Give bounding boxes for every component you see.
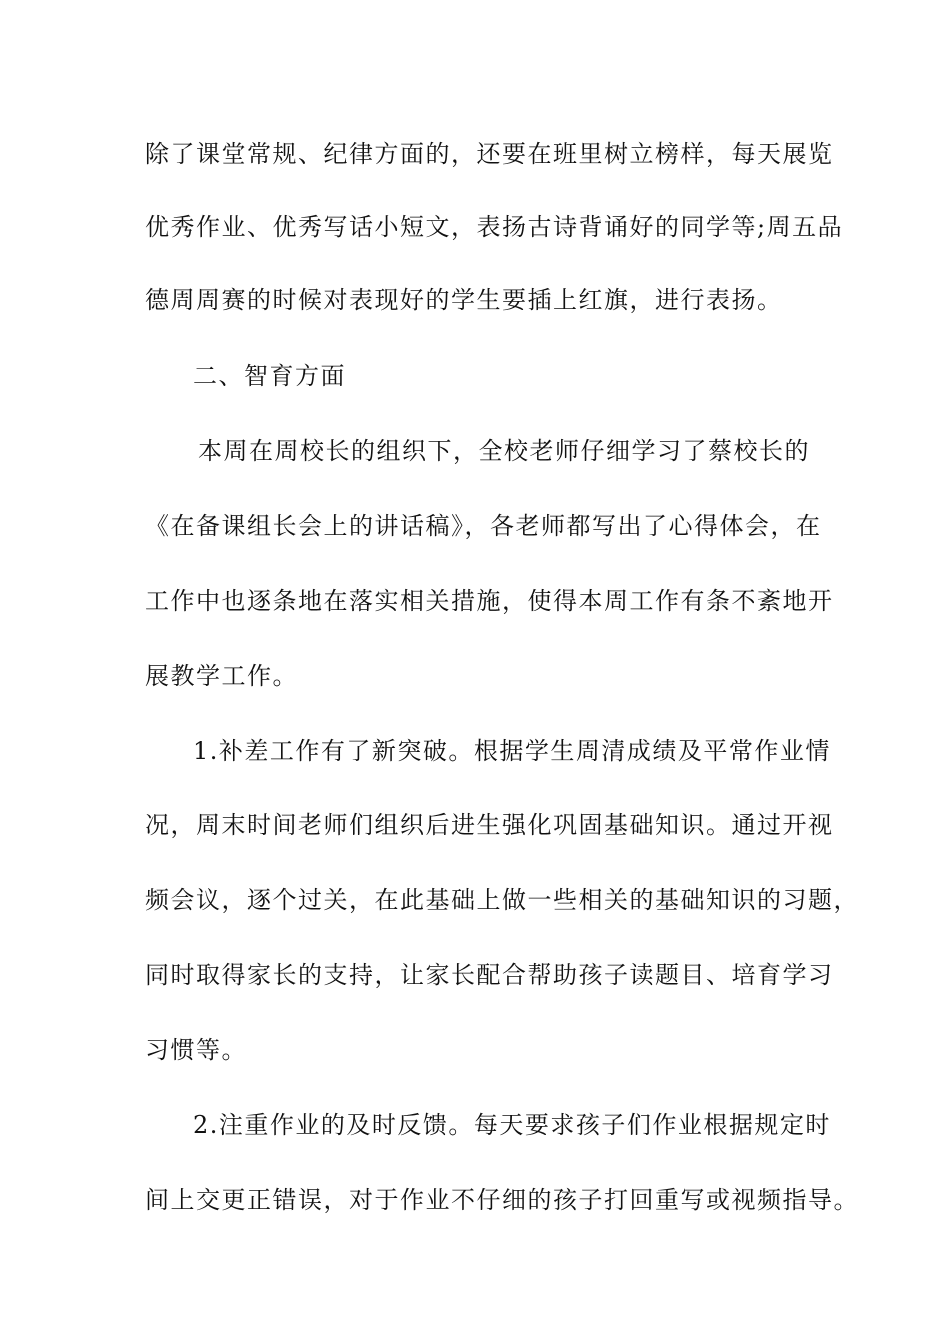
text-line: 除了课堂常规、纪律方面的，还要在班里树立榜样，每天展览 bbox=[145, 140, 834, 168]
text-line: 优秀作业、优秀写话小短文，表扬古诗背诵好的同学等;周五品 bbox=[145, 213, 844, 241]
text-line: 1.补差工作有了新突破。根据学生周清成绩及平常作业情 bbox=[193, 737, 831, 765]
text-line: 频会议，逐个过关，在此基础上做一些相关的基础知识的习题， bbox=[145, 886, 859, 914]
text-line: 工作中也逐条地在落实相关措施，使得本周工作有条不紊地开 bbox=[145, 587, 834, 615]
text-line: 2.注重作业的及时反馈。每天要求孩子们作业根据规定时 bbox=[193, 1111, 831, 1139]
text-line: 德周周赛的时候对表现好的学生要插上红旗，进行表扬。 bbox=[145, 286, 783, 314]
text-line: 间上交更正错误，对于作业不仔细的孩子打回重写或视频指导。 bbox=[145, 1186, 859, 1214]
text-line: 本周在周校长的组织下，全校老师仔细学习了蔡校长的 bbox=[198, 437, 810, 465]
text-line: 同时取得家长的支持，让家长配合帮助孩子读题目、培育学习 bbox=[145, 961, 834, 989]
text-line: 展教学工作。 bbox=[145, 662, 298, 690]
section-heading: 二、智育方面 bbox=[193, 362, 346, 390]
text-line: 《在备课组长会上的讲话稿》，各老师都写出了心得体会，在 bbox=[145, 512, 822, 540]
text-line: 习惯等。 bbox=[145, 1036, 247, 1064]
text-line: 况，周末时间老师们组织后进生强化巩固基础知识。通过开视 bbox=[145, 811, 834, 839]
